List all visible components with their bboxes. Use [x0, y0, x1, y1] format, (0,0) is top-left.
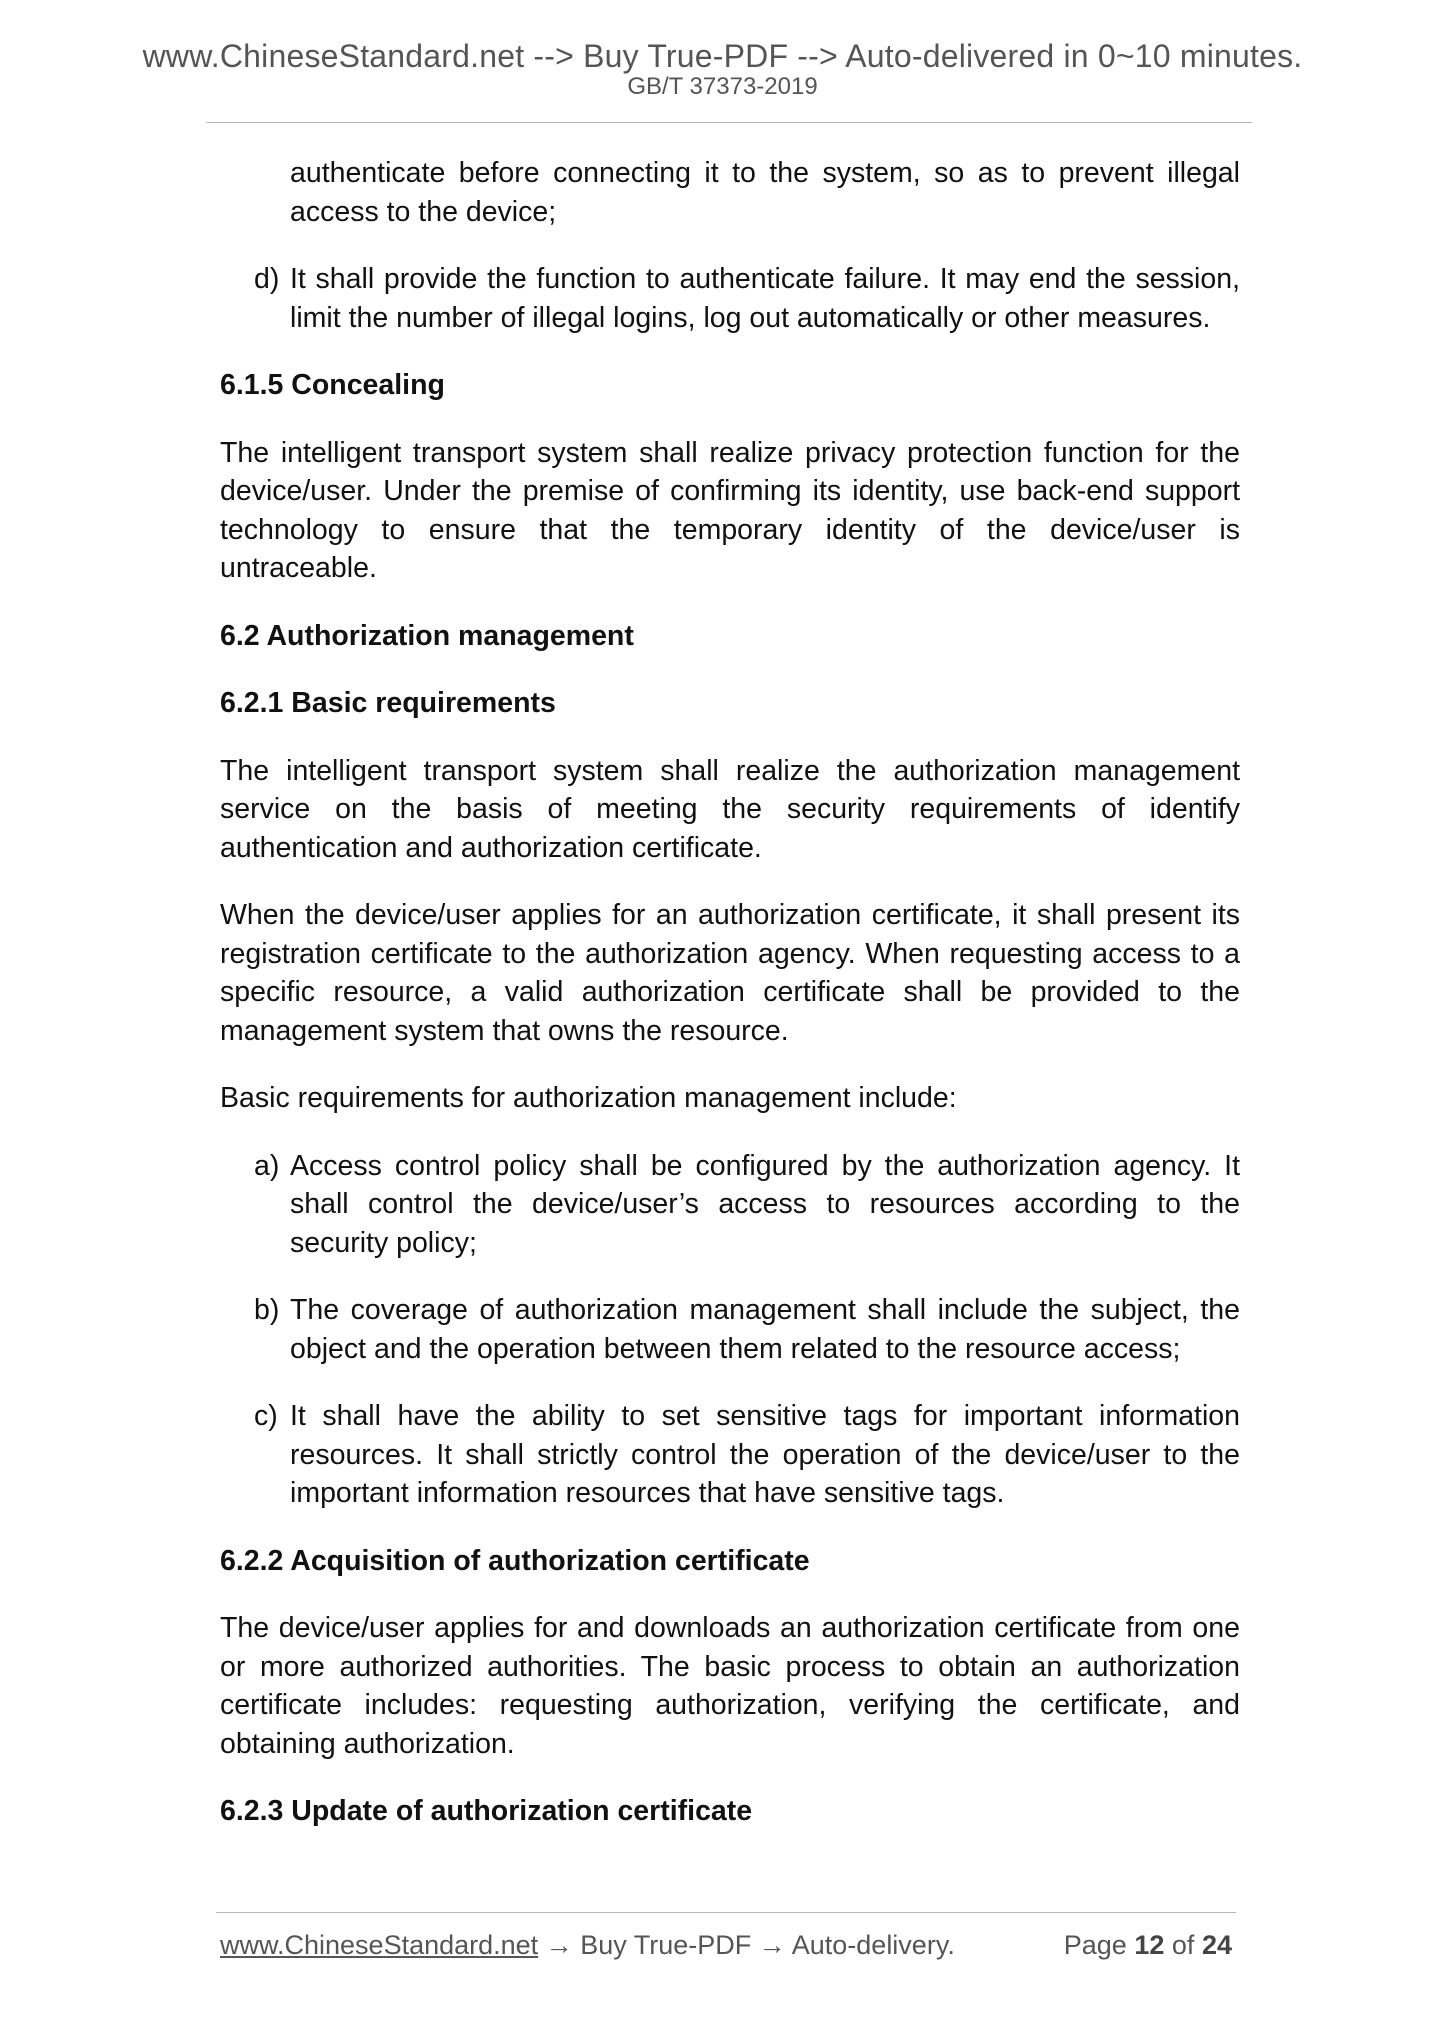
footer-site-link[interactable]: www.ChineseStandard.net	[220, 1930, 539, 1960]
page-total: 24	[1201, 1930, 1232, 1960]
paragraph-basic-2: When the device/user applies for an authorization certificate, it shall present its registration certificate to the authorization agency. When requesting access to a specific resource, a valid authorization certificate shall be provided to the management system that owns the resource.	[220, 899, 1240, 1047]
list-item-text: Access control policy shall be configured by the authorization agency. It shall control the device/user’s access to resources according to the security policy;	[290, 1149, 1240, 1259]
paragraph-basic-3: Basic requirements for authorization management include:	[220, 1082, 957, 1114]
list-marker: b)	[254, 1294, 280, 1326]
page-content	[220, 154, 1240, 1860]
paragraph-concealing: The intelligent transport system shall realize privacy protection function for the device/user. Under the premise of confirming its identity, use back-end support technology to ensure that the temporary identity of the device/user is untraceable.	[220, 436, 1240, 584]
list-item-text: It shall provide the function to authenticate failure. It may end the session, limit the number of illegal logins, log out automatically or other measures.	[290, 263, 1240, 334]
page-label: Page	[1063, 1930, 1127, 1960]
paragraph-acquisition: The device/user applies for and downloads an authorization certificate from one or more authorized authorities. The basic process to obtain an authorization certificate includes: requesting authorization, verifying the certificate, and obtaining authorization.	[220, 1612, 1240, 1760]
list-item-text: The coverage of authorization management shall include the subject, the object and the operation between them related to the resource access;	[290, 1294, 1240, 1365]
footer-divider	[216, 1912, 1236, 1913]
page-of-label: of	[1171, 1930, 1195, 1960]
page-footer	[220, 1930, 1232, 1961]
footer-tagline: → Buy True-PDF → Auto-delivery.	[538, 1930, 955, 1960]
list-item-text: It shall have the ability to set sensitive tags for important information resources. It shall strictly control the operation of the device/user to the important information resources that have sensitive tags.	[290, 1400, 1240, 1509]
list-item-d	[220, 260, 1240, 337]
list-marker: c)	[254, 1400, 278, 1432]
footer-left	[220, 1930, 955, 1961]
list-item-c	[220, 1397, 1240, 1513]
section-heading-6-2-3: 6.2.3 Update of authorization certificate	[220, 1795, 753, 1827]
list-item-b	[220, 1291, 1240, 1368]
top-banner: www.ChineseStandard.net --> Buy True-PDF --> Auto-delivered in 0~10 minutes.	[142, 38, 1303, 74]
section-heading-6-2: 6.2 Authorization management	[220, 619, 634, 652]
list-marker: a)	[254, 1149, 280, 1182]
header-divider	[206, 122, 1252, 123]
section-heading-6-2-1: 6.2.1 Basic requirements	[220, 687, 556, 719]
standard-code: GB/T 37373-2019	[627, 73, 818, 100]
list-marker: d)	[254, 263, 280, 295]
page-indicator	[1064, 1930, 1232, 1961]
list-item-a	[220, 1147, 1240, 1263]
continued-list-item: authenticate before connecting it to the system, so as to prevent illegal access to the device;	[290, 157, 1240, 228]
paragraph-basic-1: The intelligent transport system shall realize the authorization management service on the basis of meeting the security requirements of identify authentication and authorization certificate.	[220, 754, 1240, 864]
section-heading-6-2-2: 6.2.2 Acquisition of authorization certificate	[220, 1544, 810, 1577]
page-number: 12	[1134, 1930, 1165, 1960]
section-heading-6-1-5: 6.1.5 Concealing	[220, 369, 445, 401]
